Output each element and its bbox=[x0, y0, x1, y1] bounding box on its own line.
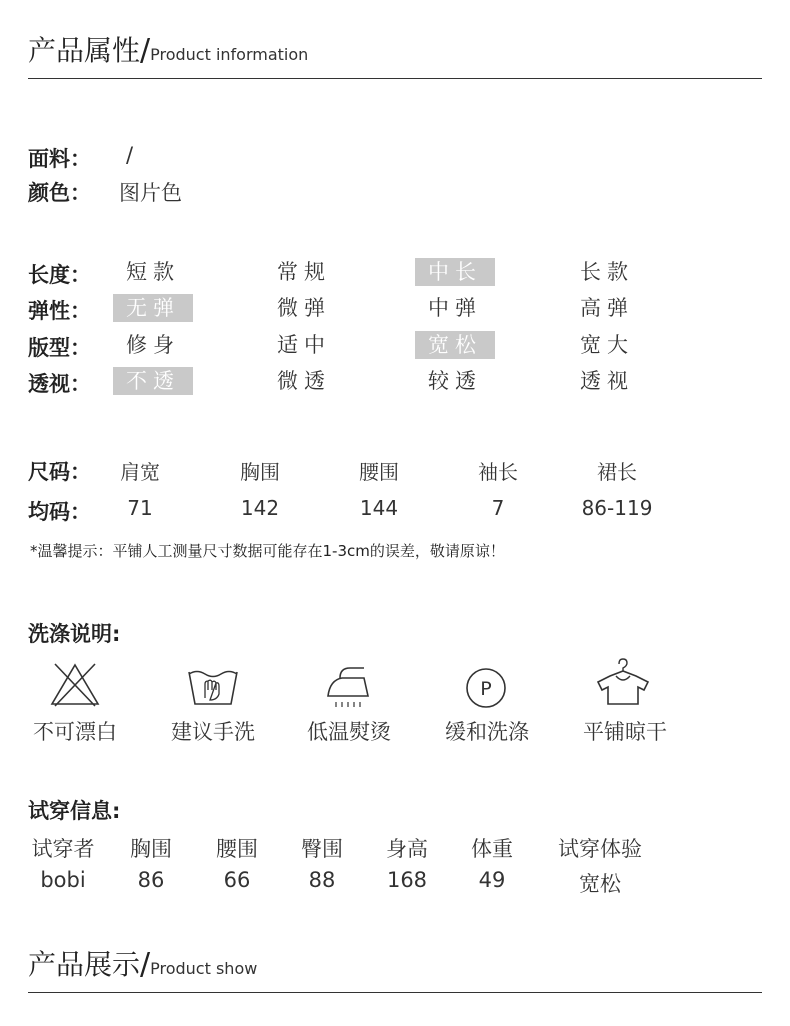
trial-value-waist: 66 bbox=[223, 868, 251, 892]
size-header-label: 尺码： bbox=[28, 460, 91, 484]
attr-option-fit: 适中 bbox=[277, 333, 331, 357]
size-value-waist: 144 bbox=[359, 496, 399, 520]
attr-option-length: 常规 bbox=[277, 260, 331, 284]
attr-option-transparency: 较透 bbox=[428, 369, 482, 393]
wash-label-flat-dry: 平铺晾干 bbox=[583, 720, 667, 744]
fabric-label: 面料： bbox=[28, 147, 91, 171]
attr-option-elasticity-selected: 无弹 bbox=[113, 294, 193, 322]
measurement-note: *温馨提示：平铺人工测量尺寸数据可能存在1-3cm的误差，敬请原谅！ bbox=[30, 542, 505, 560]
attr-option-transparency: 透视 bbox=[580, 369, 634, 393]
attr-option-fit-selected: 宽松 bbox=[415, 331, 495, 359]
wash-title: 洗涤说明: bbox=[28, 622, 121, 646]
hand-wash-icon bbox=[183, 660, 243, 710]
trial-value-experience: 宽松 bbox=[579, 872, 621, 896]
size-row-label: 均码： bbox=[28, 500, 91, 524]
color-label: 颜色： bbox=[28, 181, 91, 205]
size-col-sleeve: 袖长 bbox=[478, 460, 518, 484]
attr-option-elasticity: 高弹 bbox=[580, 296, 634, 320]
trial-value-tester: bobi bbox=[40, 868, 86, 892]
fabric-value: / bbox=[126, 143, 134, 167]
attr-label-fit: 版型： bbox=[28, 336, 91, 360]
trial-value-weight: 49 bbox=[478, 868, 506, 892]
wash-label-hand-wash: 建议手洗 bbox=[171, 720, 255, 744]
attr-label-transparency: 透视： bbox=[28, 372, 91, 396]
attr-option-length-selected: 中长 bbox=[415, 258, 495, 286]
attr-option-fit: 修身 bbox=[126, 333, 180, 357]
size-value-chest: 142 bbox=[240, 496, 280, 520]
trial-title: 试穿信息: bbox=[28, 799, 121, 823]
trial-col-weight: 体重 bbox=[471, 837, 513, 861]
trial-col-experience: 试穿体验 bbox=[558, 837, 642, 861]
section-header-product-show bbox=[28, 948, 257, 982]
size-col-waist: 腰围 bbox=[359, 460, 399, 484]
trial-value-chest: 86 bbox=[137, 868, 165, 892]
footer-subtitle: Product show bbox=[150, 959, 258, 978]
section-subtitle: Product information bbox=[150, 45, 309, 64]
size-value-sleeve: 7 bbox=[491, 496, 505, 520]
size-col-skirt: 裙长 bbox=[597, 460, 637, 484]
size-value-skirt: 86-119 bbox=[581, 496, 653, 520]
wash-label-low-iron: 低温熨烫 bbox=[307, 720, 391, 744]
size-col-shoulder: 肩宽 bbox=[120, 460, 160, 484]
trial-value-hip: 88 bbox=[308, 868, 336, 892]
svg-text:P: P bbox=[480, 678, 492, 700]
size-value-shoulder: 71 bbox=[127, 496, 153, 520]
wash-label-no-bleach: 不可漂白 bbox=[33, 720, 117, 744]
footer-slash: / bbox=[140, 947, 151, 982]
trial-col-height: 身高 bbox=[386, 837, 428, 861]
attr-option-transparency-selected: 不透 bbox=[113, 367, 193, 395]
attr-option-elasticity: 微弹 bbox=[277, 296, 331, 320]
wash-label-gentle-wash: 缓和洗涤 bbox=[445, 720, 529, 744]
footer-divider bbox=[28, 992, 762, 993]
attr-option-length: 长款 bbox=[580, 260, 634, 284]
attr-label-elasticity: 弹性： bbox=[28, 299, 91, 323]
footer-title: 产品展示 bbox=[28, 948, 141, 981]
dry-clean-p-icon bbox=[456, 660, 516, 710]
title-slash: / bbox=[140, 33, 151, 68]
section-title: 产品属性 bbox=[28, 34, 141, 67]
trial-col-chest: 胸围 bbox=[130, 837, 172, 861]
attr-option-transparency: 微透 bbox=[277, 369, 331, 393]
trial-col-waist: 腰围 bbox=[216, 837, 258, 861]
size-col-chest: 胸围 bbox=[240, 460, 280, 484]
attr-option-fit: 宽大 bbox=[580, 333, 634, 357]
attr-option-elasticity: 中弹 bbox=[428, 296, 482, 320]
attr-label-length: 长度： bbox=[28, 263, 91, 287]
section-header-product-info bbox=[28, 34, 308, 68]
trial-col-hip: 臀围 bbox=[301, 837, 343, 861]
trial-col-tester: 试穿者 bbox=[31, 837, 95, 861]
low-iron-icon bbox=[318, 660, 378, 710]
flat-dry-icon bbox=[592, 656, 652, 706]
no-bleach-icon bbox=[45, 660, 105, 710]
attr-option-length: 短款 bbox=[126, 260, 180, 284]
trial-value-height: 168 bbox=[386, 868, 428, 892]
header-divider bbox=[28, 78, 762, 79]
color-value: 图片色 bbox=[119, 181, 182, 205]
